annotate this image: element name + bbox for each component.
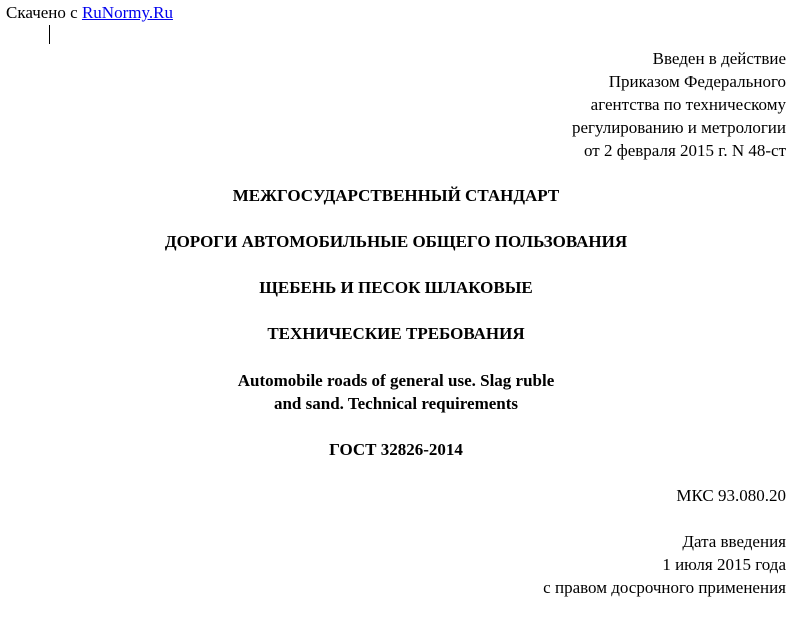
- enactment-block: [572, 47, 786, 162]
- enactment-line: агентства по техническому: [590, 95, 786, 114]
- runormy-link[interactable]: RuNormy.Ru: [81, 3, 173, 22]
- mks-code: МКС 93.080.20: [676, 486, 786, 505]
- standard-designation: ГОСТ 32826-2014: [329, 440, 463, 459]
- subject-heading: ДОРОГИ АВТОМОБИЛЬНЫЕ ОБЩЕГО ПОЛЬЗОВАНИЯ: [164, 232, 628, 251]
- english-title-line-2: and sand. Technical requirements: [273, 394, 519, 413]
- effective-line: Дата введения: [682, 532, 786, 551]
- effective-line: 1 июля 2015 года: [662, 555, 786, 574]
- enactment-line: Приказом Федерального: [608, 72, 786, 91]
- enactment-line: Введен в действие: [652, 49, 786, 68]
- text-cursor: [49, 25, 50, 44]
- enactment-line: регулированию и метрологии: [571, 118, 786, 137]
- section-heading: ТЕХНИЧЕСКИЕ ТРЕБОВАНИЯ: [267, 324, 525, 343]
- english-title-line-1: Automobile roads of general use. Slag ruble: [237, 371, 555, 390]
- effective-date-block: [543, 530, 786, 599]
- product-heading: ЩЕБЕНЬ И ПЕСОК ШЛАКОВЫЕ: [259, 278, 533, 297]
- download-prefix: Скачено с: [6, 3, 82, 22]
- effective-line: с правом досрочного применения: [543, 578, 786, 597]
- standard-type-heading: МЕЖГОСУДАРСТВЕННЫЙ СТАНДАРТ: [232, 186, 560, 205]
- download-source: [6, 1, 173, 24]
- enactment-line: от 2 февраля 2015 г. N 48-ст: [583, 141, 786, 160]
